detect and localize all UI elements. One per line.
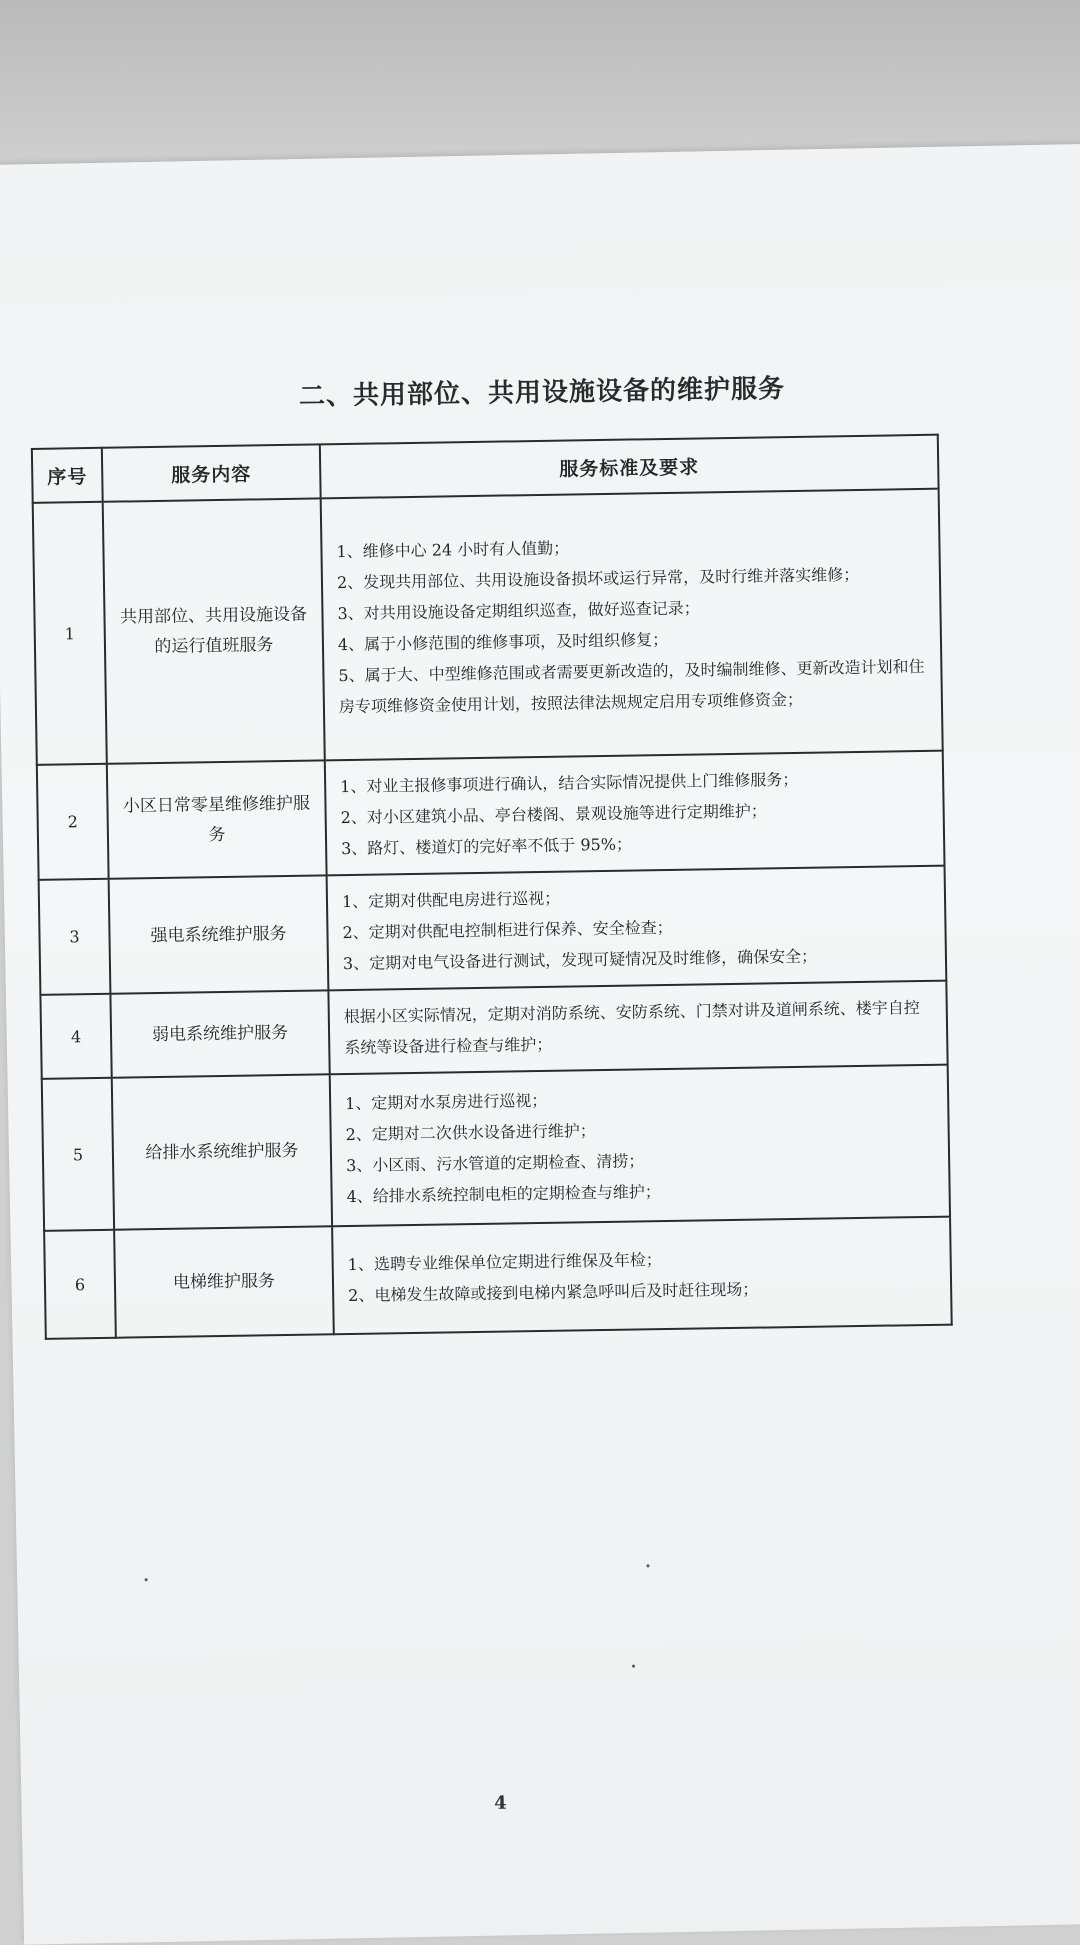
header-service-standards: 服务标准及要求 (320, 435, 939, 499)
requirement-line: 4、给排水系统控制电柜的定期检查与维护； (346, 1182, 661, 1207)
table-row (39, 866, 947, 995)
requirement-line: 2、发现共用部位、共用设施设备损坏或运行异常，及时行维并落实维修； (336, 564, 860, 593)
header-service-content: 服务内容 (102, 444, 321, 501)
table-row (33, 489, 943, 765)
paper-speck (646, 1564, 649, 1567)
row-requirements (328, 981, 947, 1075)
table-row (44, 1217, 952, 1339)
row-service-item: 弱电系统维护服务 (110, 990, 329, 1077)
requirement-line: 1、定期对供配电房进行巡视； (341, 888, 561, 912)
requirement-line: 4、属于小修范围的维修事项，及时组织修复； (337, 629, 669, 655)
row-requirements (330, 1065, 950, 1227)
table-row (42, 1065, 950, 1231)
row-service-item: 给排水系统维护服务 (112, 1074, 332, 1229)
row-service-item: 电梯维护服务 (114, 1226, 334, 1337)
row-seq: 6 (44, 1230, 116, 1339)
requirement-line: 2、定期对供配电控制柜进行保养、安全检查； (342, 917, 673, 943)
requirement-line: 2、电梯发生故障或接到电梯内紧急呼叫后及时赶往现场； (348, 1279, 759, 1306)
requirement-line: 5、属于大、中型维修范围或者需要更新改造的，及时编制维修、更新改造计划和住房专项维修资金使用计划，按照法律法规规定启用专项维修资金； (338, 656, 925, 717)
row-service-item: 小区日常零星维修维护服务 (107, 760, 327, 878)
header-seq: 序号 (32, 448, 103, 503)
requirement-line: 1、选聘专业维保单位定期进行维保及年检； (347, 1250, 663, 1275)
row-requirements (327, 866, 947, 991)
row-requirements (332, 1217, 952, 1335)
service-table (31, 434, 953, 1340)
requirement-line: 3、定期对电气设备进行测试，发现可疑情况及时维修，确保安全； (342, 946, 818, 974)
requirement-line: 1、维修中心 24 小时有人值勤； (336, 538, 570, 562)
requirement-line: 1、定期对水泵房进行巡视； (345, 1090, 548, 1114)
requirement-line: 3、小区雨、污水管道的定期检查、清捞； (345, 1151, 645, 1176)
row-seq: 2 (37, 764, 109, 880)
requirement-line: 2、定期对二次供水设备进行维护； (345, 1121, 596, 1145)
requirement-line: 根据小区实际情况，定期对消防系统、安防系统、门禁对讲及道闸系统、楼宇自控系统等设备进行检查与维护； (343, 998, 920, 1058)
requirement-line: 1、对业主报修事项进行确认，结合实际情况提供上门维修服务； (340, 769, 799, 797)
table-row (37, 751, 945, 880)
row-seq: 1 (33, 502, 107, 765)
document-title: 二、共用部位、共用设施设备的维护服务 (298, 374, 786, 412)
requirement-line: 3、对共用设施设备定期组织巡查，做好巡查记录； (337, 598, 700, 624)
requirement-line: 2、对小区建筑小品、亭台楼阁、景观设施等进行定期维护； (340, 801, 767, 828)
paper-speck (632, 1665, 635, 1668)
requirement-line: 3、路灯、楼道灯的完好率不低于 95%； (341, 834, 633, 859)
row-service-item: 共用部位、共用设施设备的运行值班服务 (103, 498, 325, 763)
row-seq: 4 (40, 994, 111, 1079)
page-number: 4 (494, 1792, 507, 1814)
row-service-item: 强电系统维护服务 (109, 875, 329, 993)
table-row (40, 981, 947, 1079)
row-requirements (321, 489, 943, 761)
paper-speck (145, 1578, 148, 1581)
row-seq: 3 (39, 879, 111, 995)
row-seq: 5 (42, 1078, 114, 1231)
row-requirements (325, 751, 945, 876)
